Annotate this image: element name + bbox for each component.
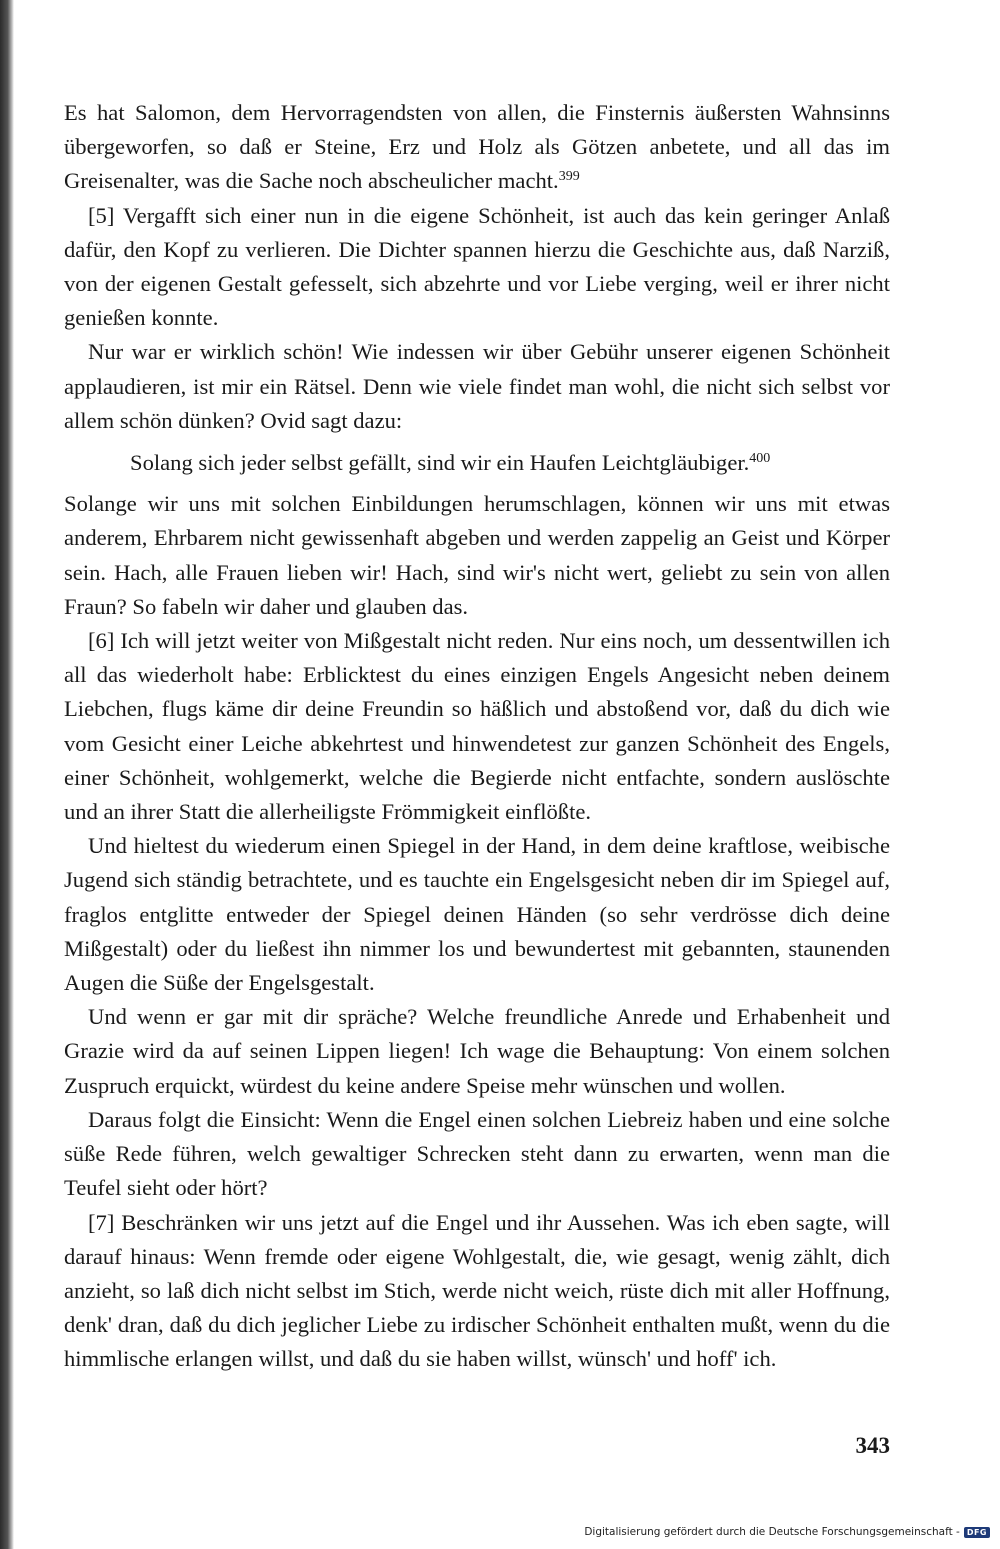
paragraph-text: Solang sich jeder selbst gefällt, sind wir ein Haufen Leichtgläubiger.: [130, 450, 750, 476]
paragraph-text: [5] Vergafft sich einer nun in die eigene Schönheit, ist auch das kein geringer Anlaß dafür, den Kopf zu verlieren. Die Dichter spannen hierzu die Geschichte aus, daß Narziß, von der eigenen Gestalt gefesselt, sich abzehrte und vor Liebe verging, weil er ihrer nicht genießen konnte.: [64, 202, 890, 331]
footer-credit: [584, 1526, 990, 1538]
paragraph-text: Solange wir uns mit solchen Einbildungen herumschlagen, können wir uns mit etwas anderem, Ehrbarem nicht gewissenhaft abgeben und werden zappelig an Geist und Körper sein. Hach, alle Frauen lieben wir! Hach, sind wir's nicht wert, geliebt zu sein von allen Fraun? So fabeln wir daher und glauben das.: [64, 491, 890, 619]
paragraph: [64, 1000, 890, 1103]
text-body: [64, 96, 890, 1377]
paragraph-text: [6] Ich will jetzt weiter von Mißgestalt nicht reden. Nur eins noch, um dessentwillen ich all das wiederholt habe: Erblicktest du eines einzigen Engels Angesicht neben deinem Liebchen, flugs käme dir deine Freundin so häßlich und abstoßend vor, daß du dich wie vom Gesicht einer Leiche abkehrtest und hinwendetest zur ganzen Schönheit des Engels, einer Schönheit, wohlgemerkt, welche die Begierde nicht entfachte, sondern auslöschte und an ihrer Statt die allerheiligste Frömmigkeit einflößte.: [64, 628, 890, 825]
paragraph: [64, 335, 890, 438]
paragraph: [64, 1206, 890, 1377]
paragraph: [64, 199, 890, 336]
footer-text: Digitalisierung gefördert durch die Deutsche Forschungsgemeinschaft -: [584, 1526, 960, 1538]
paragraph-text: Und wenn er gar mit dir spräche? Welche freundliche Anrede und Erhabenheit und Grazie wird da auf seinen Lippen liegen! Ich wage die Behauptung: Von einem solchen Zuspruch erquickt, würdest du keine andere Speise mehr wünschen und wollen.: [64, 1004, 890, 1098]
book-spine-shadow: [0, 0, 14, 1549]
paragraph: [64, 487, 890, 624]
page-number: 343: [855, 1433, 890, 1458]
dfg-logo: DFG: [964, 1527, 990, 1538]
paragraph-text: Und hieltest du wiederum einen Spiegel in der Hand, in dem deine kraftlose, weibische Jugend sich ständig betrachtete, und es tauchte ein Engelsgesicht neben dir im Spiegel auf, fraglos entglitte entweder der Spiegel deinen Händen (so sehr verdrösse dich deine Mißgestalt) oder du ließest ihn nimmer los und bewundertest mit gebannten, staunenden Augen die Süße der Engelsgestalt.: [64, 833, 890, 996]
paragraph: [64, 1103, 890, 1206]
paragraph-text: Es hat Salomon, dem Hervorragendsten von allen, die Finsternis äußersten Wahnsinns übergeworfen, so daß er Steine, Erz und Holz als Götzen anbetete, und all das im Greisenalter, was die Sache noch abscheulicher macht.: [64, 100, 890, 194]
paragraph: [64, 829, 890, 1000]
footnote-marker: 400: [749, 451, 771, 467]
paragraph: [64, 624, 890, 829]
quote-line: [64, 446, 890, 480]
paragraph: [64, 96, 890, 199]
paragraph-text: Daraus folgt die Einsicht: Wenn die Engel einen solchen Liebreiz haben und eine solche süße Rede führen, welch gewaltiger Schrecken steht dann zu erwarten, wenn man die Teufel sieht oder hört?: [64, 1106, 890, 1201]
paragraph-text: [7] Beschränken wir uns jetzt auf die Engel und ihr Aussehen. Was ich eben sagte, will darauf hinaus: Wenn fremde oder eigene Wohlgestalt, die, wie gesagt, wenig zählt, dich anzieht, so laß dich nicht selbst im Stich, werde nicht weich, rüste dich mit aller Hoffnung, denk' dran, daß du dich jeglicher Liebe zu irdischer Schönheit enthalten mußt, wenn du die himmlische erlangen willst, und daß du sie haben willst, wünsch' und hoff' ich.: [64, 1209, 890, 1372]
footnote-marker: 399: [558, 169, 580, 185]
paragraph-text: Nur war er wirklich schön! Wie indessen wir über Gebühr unserer eigenen Schönheit applaudieren, ist mir ein Rätsel. Denn wie viele findet man wohl, die nicht sich selbst vor allem schön dünken? Ovid sagt dazu:: [64, 339, 890, 433]
